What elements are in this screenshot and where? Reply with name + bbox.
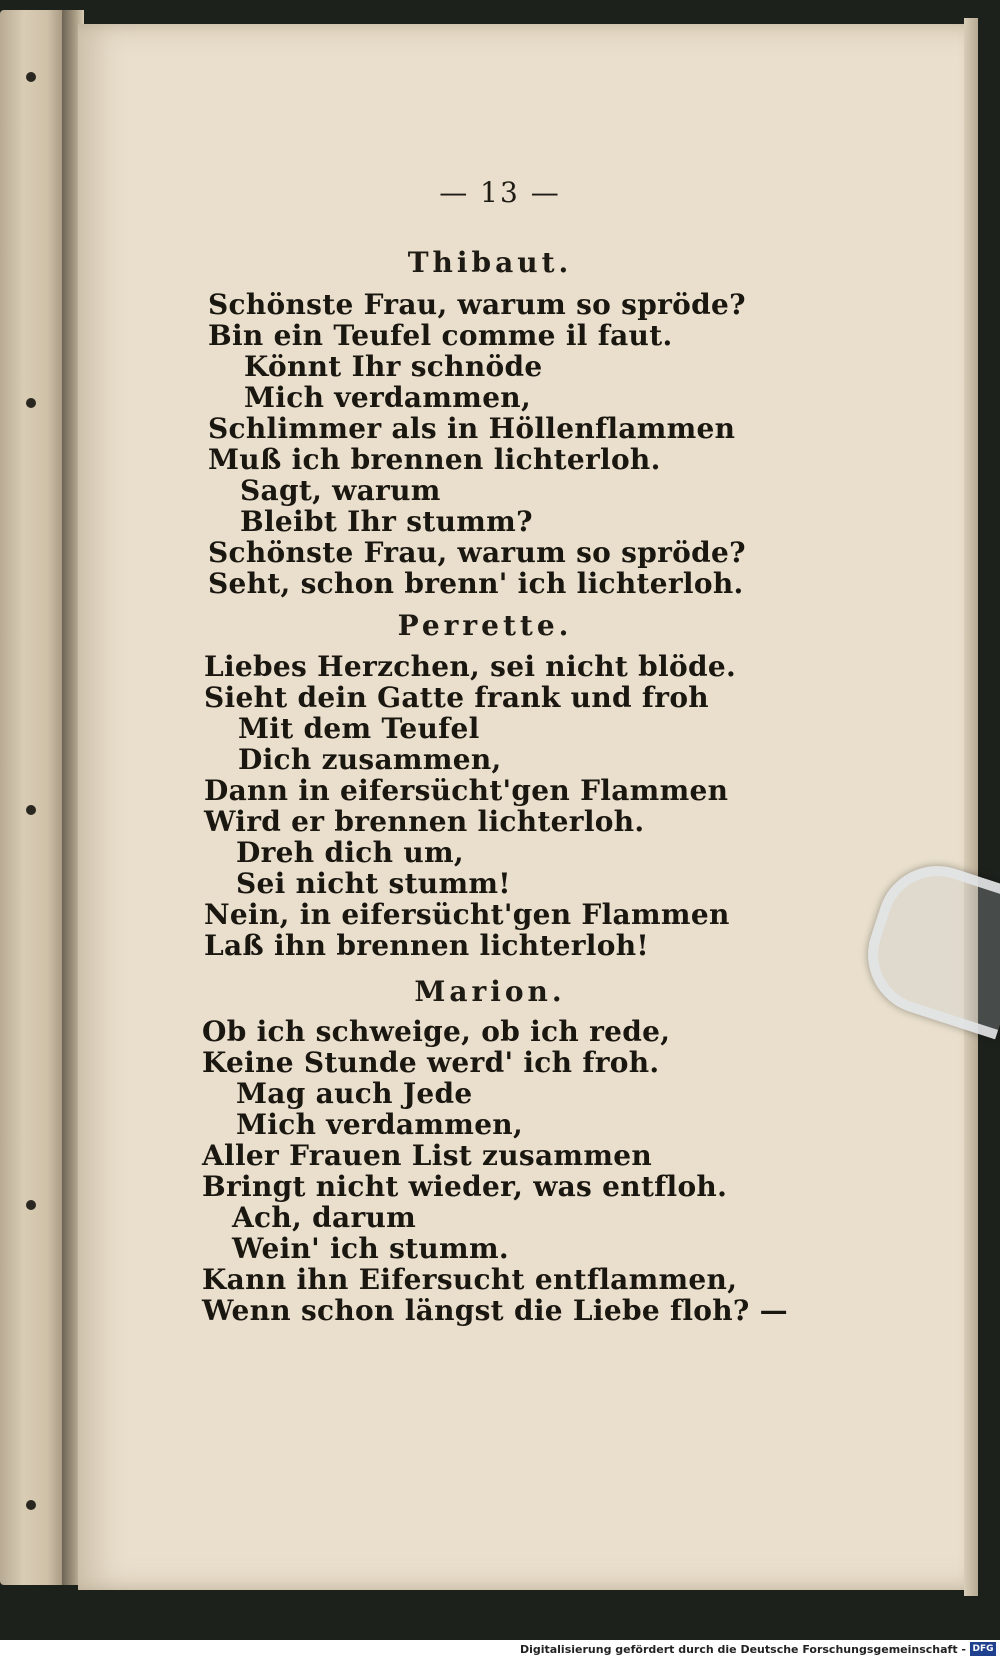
verse-line: Dreh dich um,	[236, 836, 464, 869]
speaker-name: Thibaut.	[407, 246, 573, 279]
verse-line: Mich verdammen,	[236, 1108, 524, 1141]
verse-line: Könnt Ihr schnöde	[244, 350, 543, 383]
verse-line: Sei nicht stumm!	[236, 867, 511, 900]
binding-hole	[26, 398, 36, 408]
binding-hole	[26, 1200, 36, 1210]
verse-line: Keine Stunde werd' ich froh.	[202, 1046, 660, 1079]
page-edge	[964, 18, 978, 1596]
verse-line: Bleibt Ihr stumm?	[240, 505, 533, 538]
verse-line: Sagt, warum	[240, 474, 441, 507]
verse-line: Mit dem Teufel	[238, 712, 480, 745]
speaker-name: Marion.	[414, 975, 566, 1008]
verse-line: Seht, schon brenn' ich lichterloh.	[208, 567, 744, 600]
verse-line: Laß ihn brennen lichterloh!	[204, 929, 649, 962]
verse-line: Dann in eifersücht'gen Flammen	[204, 774, 729, 807]
funding-notice: Digitalisierung gefördert durch die Deutsche Forschungsgemeinschaft -	[519, 1643, 966, 1656]
binding-hole	[26, 1500, 36, 1510]
binding-hole	[26, 72, 36, 82]
verse-line: Wein' ich stumm.	[232, 1232, 509, 1265]
verse-line: Schönste Frau, warum so spröde?	[208, 288, 746, 321]
verse-line: Dich zusammen,	[238, 743, 502, 776]
page-number: — 13 —	[439, 176, 561, 209]
verse-line: Ob ich schweige, ob ich rede,	[202, 1015, 671, 1048]
verse-line: Aller Frauen List zusammen	[202, 1139, 653, 1172]
verse-line: Kann ihn Eifersucht entflammen,	[202, 1263, 738, 1296]
verse-line: Nein, in eifersücht'gen Flammen	[204, 898, 730, 931]
verse-line: Bringt nicht wieder, was entfloh.	[202, 1170, 728, 1203]
dfg-logo: DFG	[970, 1642, 996, 1656]
previous-page-edge	[0, 10, 68, 1585]
verse-line: Wenn schon längst die Liebe floh? —	[202, 1294, 788, 1327]
verse-line: Wird er brennen lichterloh.	[204, 805, 645, 838]
verse-line: Schönste Frau, warum so spröde?	[208, 536, 746, 569]
verse-line: Ach, darum	[232, 1201, 417, 1234]
verse-line: Muß ich brennen lichterloh.	[208, 443, 661, 476]
verse-line: Sieht dein Gatte frank und froh	[204, 681, 709, 714]
verse-line: Mag auch Jede	[236, 1077, 473, 1110]
verse-line: Mich verdammen,	[244, 381, 532, 414]
speaker-name: Perrette.	[397, 609, 573, 642]
verse-line: Liebes Herzchen, sei nicht blöde.	[204, 650, 737, 683]
binding-hole	[26, 805, 36, 815]
verse-line: Bin ein Teufel comme il faut.	[208, 319, 673, 352]
verse-line: Schlimmer als in Höllenflammen	[208, 412, 736, 445]
